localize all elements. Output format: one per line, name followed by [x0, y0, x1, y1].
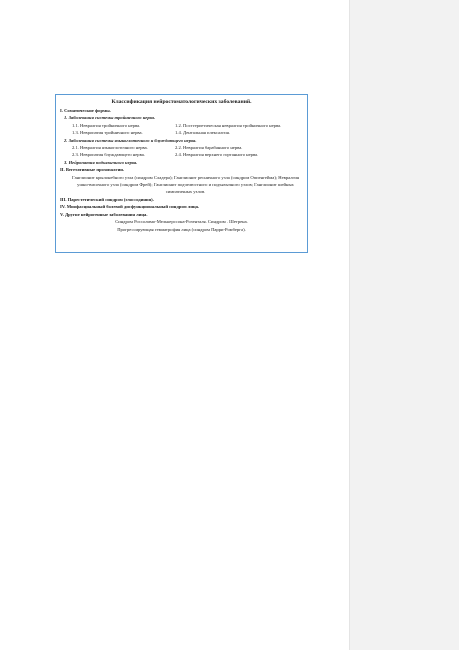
item-row [60, 151, 303, 158]
classification-text-box [55, 94, 308, 253]
list-item: 2.3. Невропатия блуждающего нерва. [72, 152, 145, 158]
list-item: 2.1. Невралгия языкоглоточного нерва. [72, 145, 148, 151]
list-item: Прогрессирующая гемиатрофия лица (синдром Парри-Ромберга). [117, 226, 246, 232]
list-item: 1.4. Дентальная плексалгия. [175, 130, 230, 136]
subsection-heading: 1. Заболевания системы тройничного нерва. [64, 115, 156, 121]
list-item: 1.1. Невралгия тройничного нерва. [72, 122, 141, 128]
item-row [60, 129, 303, 136]
list-item: 2.4. Невралгия верхнего гортанного нерва. [175, 152, 259, 158]
section-heading: II. Вегетативные прозопалгии. [60, 167, 125, 173]
comment-pane [349, 0, 459, 650]
list-item: 1.2. Постгерпетическая невралгия тройничного нерва. [175, 122, 282, 128]
list-item: 1.3. Невропатия тройничного нерва. [72, 130, 143, 136]
section-heading: III. Парестетический синдром (глоссодиния). [60, 196, 154, 202]
box-title: Классификация нейростоматологических заболеваний. [111, 99, 252, 105]
list-item: 2.2. Невралгия барабанного нерва. [175, 145, 243, 151]
section-heading: I. Соматические формы. [60, 108, 111, 113]
subsection-heading: 3. Нейропатия подъязычного нерва. [64, 159, 138, 165]
subsection-heading: 2. Заболевания системы языкоглоточного и блуждающего нерва. [64, 137, 197, 143]
list-item: Синдром Россолимо-Мелькерссона-Розенталя. Синдром . Шетрена. [115, 219, 248, 225]
item-row [60, 122, 303, 129]
section-heading: V. Другие нейрогенные заболевания лица. [60, 211, 148, 217]
item-row [60, 144, 303, 151]
section-paragraph: Ганглионит крылонебного узла (синдром Сладера); Ганглионит ресничного узла (синдром Оппенгейма); Невралгия ушно-височного узла (синдром Фрей); Ганглионит подчелюстного и подъязычного узлов; Ганглионит шейных симпатичных узлов. [72, 174, 299, 195]
section-heading: IV. Миофасциальный болевой дисфункциональный синдром лица. [60, 204, 200, 210]
